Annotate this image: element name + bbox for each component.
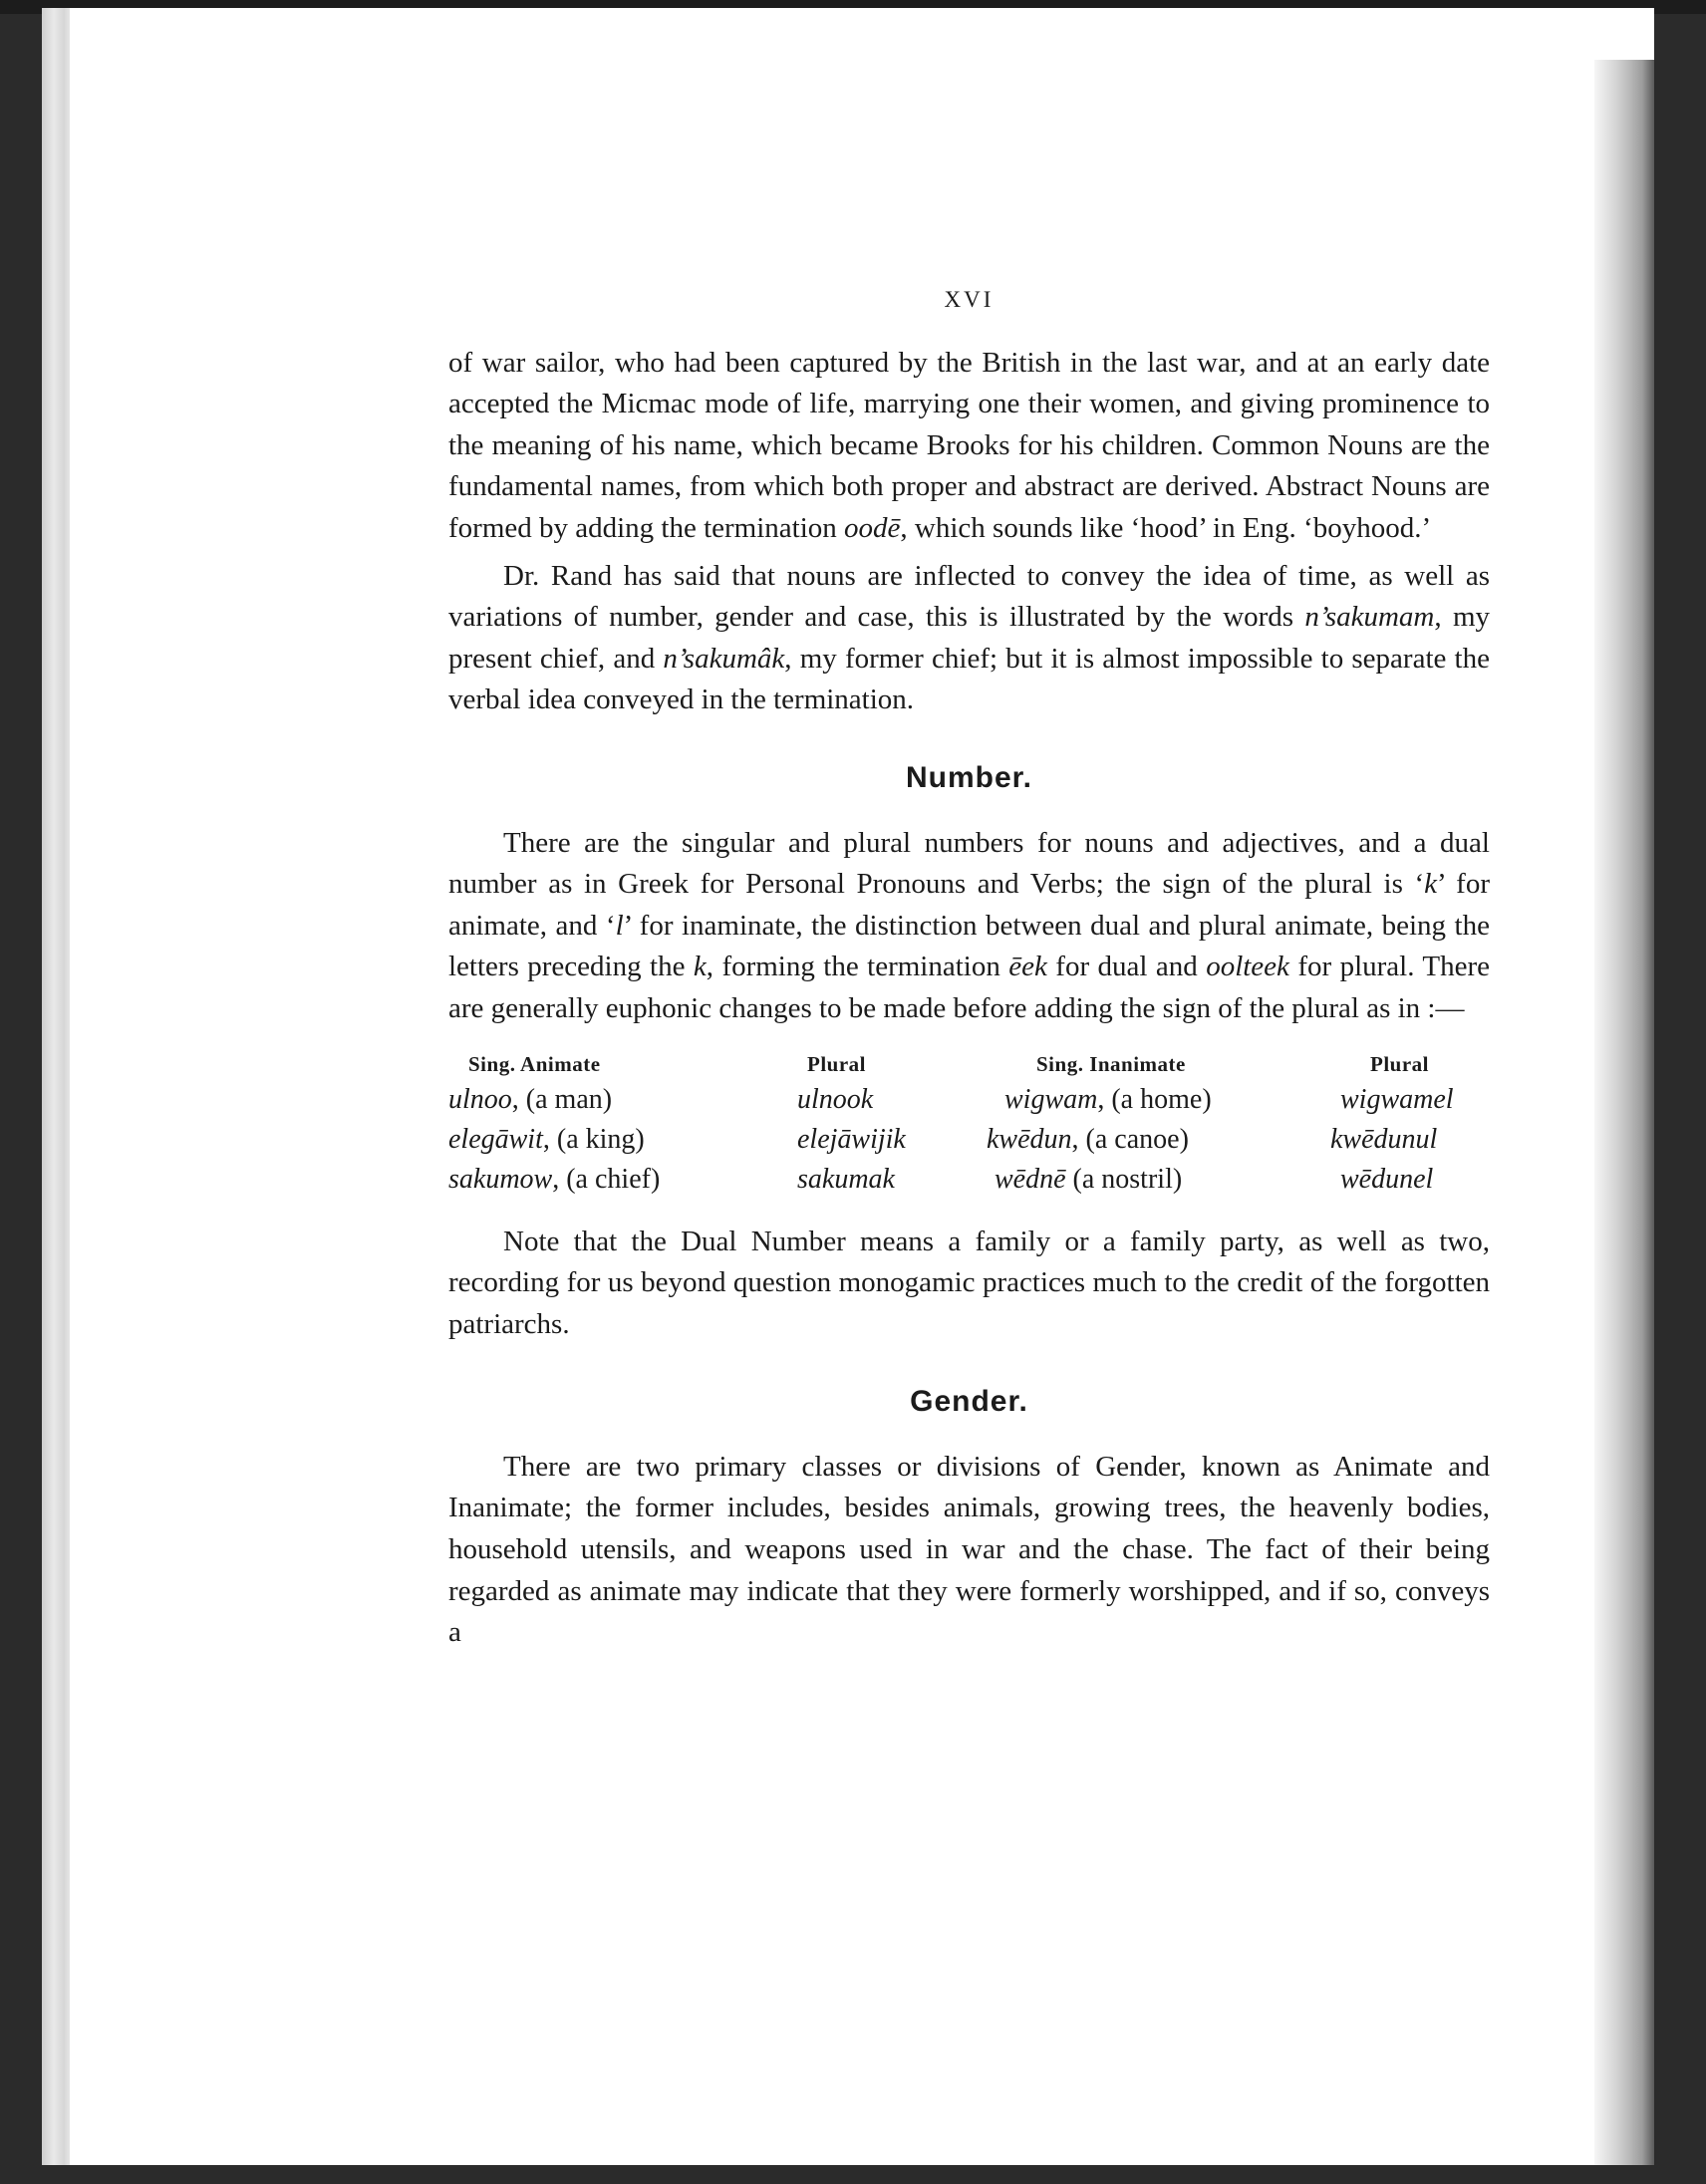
heading-gender: Gender. xyxy=(910,1385,1028,1419)
gloss: , (a canoe) xyxy=(1071,1123,1189,1155)
paragraph-1 xyxy=(448,343,1490,550)
letter-k: k xyxy=(693,951,707,983)
paragraph-2-text-a: Dr. Rand has said that nouns are inflected to convey the idea of time, as well as variations of number, gender and case, this is illustrated by the words xyxy=(448,559,1490,634)
word-elegawit: elegāwit xyxy=(448,1123,543,1155)
paragraph-3-text-b: ’ for animate, and ‘ xyxy=(448,868,1490,942)
word-nsakumam: n’sakumam xyxy=(1304,601,1435,634)
paragraph-2-text-c: , my former chief; but it is almost impossible to separate the verbal idea conveyed in the termination. xyxy=(448,642,1490,716)
table-cell xyxy=(448,1160,660,1200)
word-wedunel: wēdunel xyxy=(1340,1163,1434,1195)
word-kwedunul: kwēdunul xyxy=(1330,1123,1438,1155)
word-sakumow: sakumow xyxy=(448,1163,553,1195)
word-sakumak: sakumak xyxy=(797,1163,895,1195)
table-cell xyxy=(797,1120,906,1160)
paragraph-4: Note that the Dual Number means a family or a family party, as well as two, recording for us beyond question monogamic practices much to the credit of the forgotten patriarchs. xyxy=(448,1225,1490,1340)
gloss: , (a king) xyxy=(542,1123,645,1155)
paragraph-5: There are two primary classes or divisions of Gender, known as Animate and Inanimate; the former includes, besides animals, growing trees, the heavenly bodies, household utensils, and weapons used in war and the chase. The fact of their being regarded as animate may indicate that they were formerly worshipped, and if so, conveys a xyxy=(448,1450,1490,1649)
column-header: Sing. Inanimate xyxy=(1036,1051,1186,1076)
word-elejawijik: elejāwijik xyxy=(797,1123,906,1155)
table-cell xyxy=(1330,1120,1454,1160)
table-cell xyxy=(1330,1160,1454,1200)
word-wigwamel: wigwamel xyxy=(1340,1083,1454,1115)
paragraph-3-text-c: ’ for inaminate, the distinction between dual and plural animate, being the letters preceding the xyxy=(448,909,1490,983)
column-sing-animate xyxy=(448,1048,660,1200)
sign-l: l xyxy=(615,909,624,942)
gloss: , (a man) xyxy=(511,1083,613,1115)
word-wedne: wēdnē xyxy=(995,1163,1066,1195)
table-cell xyxy=(797,1160,906,1200)
term-oode: oodē xyxy=(844,511,901,544)
termination-oolteek: oolteek xyxy=(1206,951,1289,983)
paragraph-3 xyxy=(448,823,1490,1030)
heading-number: Number. xyxy=(905,760,1033,794)
column-plural-inanimate xyxy=(1330,1048,1454,1200)
column-header: Plural xyxy=(807,1051,866,1076)
gloss: (a nostril) xyxy=(1065,1163,1183,1195)
column-plural-animate xyxy=(797,1048,906,1200)
table-cell xyxy=(448,1120,660,1160)
table-cell xyxy=(987,1080,1212,1120)
paragraph-3-text-f: for plural. There are generally euphonic changes to be made before adding the sign of the plural as in :— xyxy=(448,951,1490,1024)
word-ulnook: ulnook xyxy=(797,1083,874,1115)
paragraph-1-end: , which sounds like ‘hood’ in Eng. ‘boyhood.’ xyxy=(900,511,1432,544)
paragraph-1-text: of war sailor, who had been captured by the British in the last war, and at an early date accepted the Micmac mode of life, marrying one their women, and giving prominence to the meaning of his name, which became Brooks for his children. Common Nouns are the fundamental names, from which both proper and abstract are derived. Abstract Nouns are formed by adding the termination xyxy=(448,346,1490,544)
book-gutter-shadow xyxy=(1594,60,1654,2165)
termination-eek: ēek xyxy=(1008,951,1047,983)
word-kwedun: kwēdun xyxy=(987,1123,1072,1155)
word-wigwam: wigwam xyxy=(1004,1083,1098,1115)
table-cell xyxy=(987,1120,1212,1160)
table-cell xyxy=(797,1080,906,1120)
paragraph-3-text-a: There are the singular and plural numbers for nouns and adjectives, and a dual number as in Greek for Personal Pronouns and Verbs; the sign of the plural is ‘ xyxy=(448,826,1490,901)
paragraph-2 xyxy=(448,556,1490,721)
page-number: XVI xyxy=(944,287,995,312)
gloss: , (a home) xyxy=(1097,1083,1212,1115)
column-header: Sing. Animate xyxy=(468,1051,601,1076)
table-cell xyxy=(987,1160,1212,1200)
sign-k: k xyxy=(1424,868,1438,901)
table-cell xyxy=(448,1080,660,1120)
paragraph-3-text-d: , forming the termination xyxy=(706,951,1009,983)
gloss: , (a chief) xyxy=(552,1163,661,1195)
plural-examples-table xyxy=(448,1048,1490,1208)
column-sing-inanimate xyxy=(987,1048,1212,1200)
word-ulnoo: ulnoo xyxy=(448,1083,512,1115)
paragraph-3-text-e: for dual and xyxy=(1046,951,1207,983)
paragraph-2-text-b: , my present chief, and xyxy=(448,601,1490,675)
column-header: Plural xyxy=(1370,1051,1429,1076)
word-nsakumak: n’sakumâk xyxy=(663,642,785,675)
page-content xyxy=(448,279,1490,1654)
table-cell xyxy=(1330,1080,1454,1120)
